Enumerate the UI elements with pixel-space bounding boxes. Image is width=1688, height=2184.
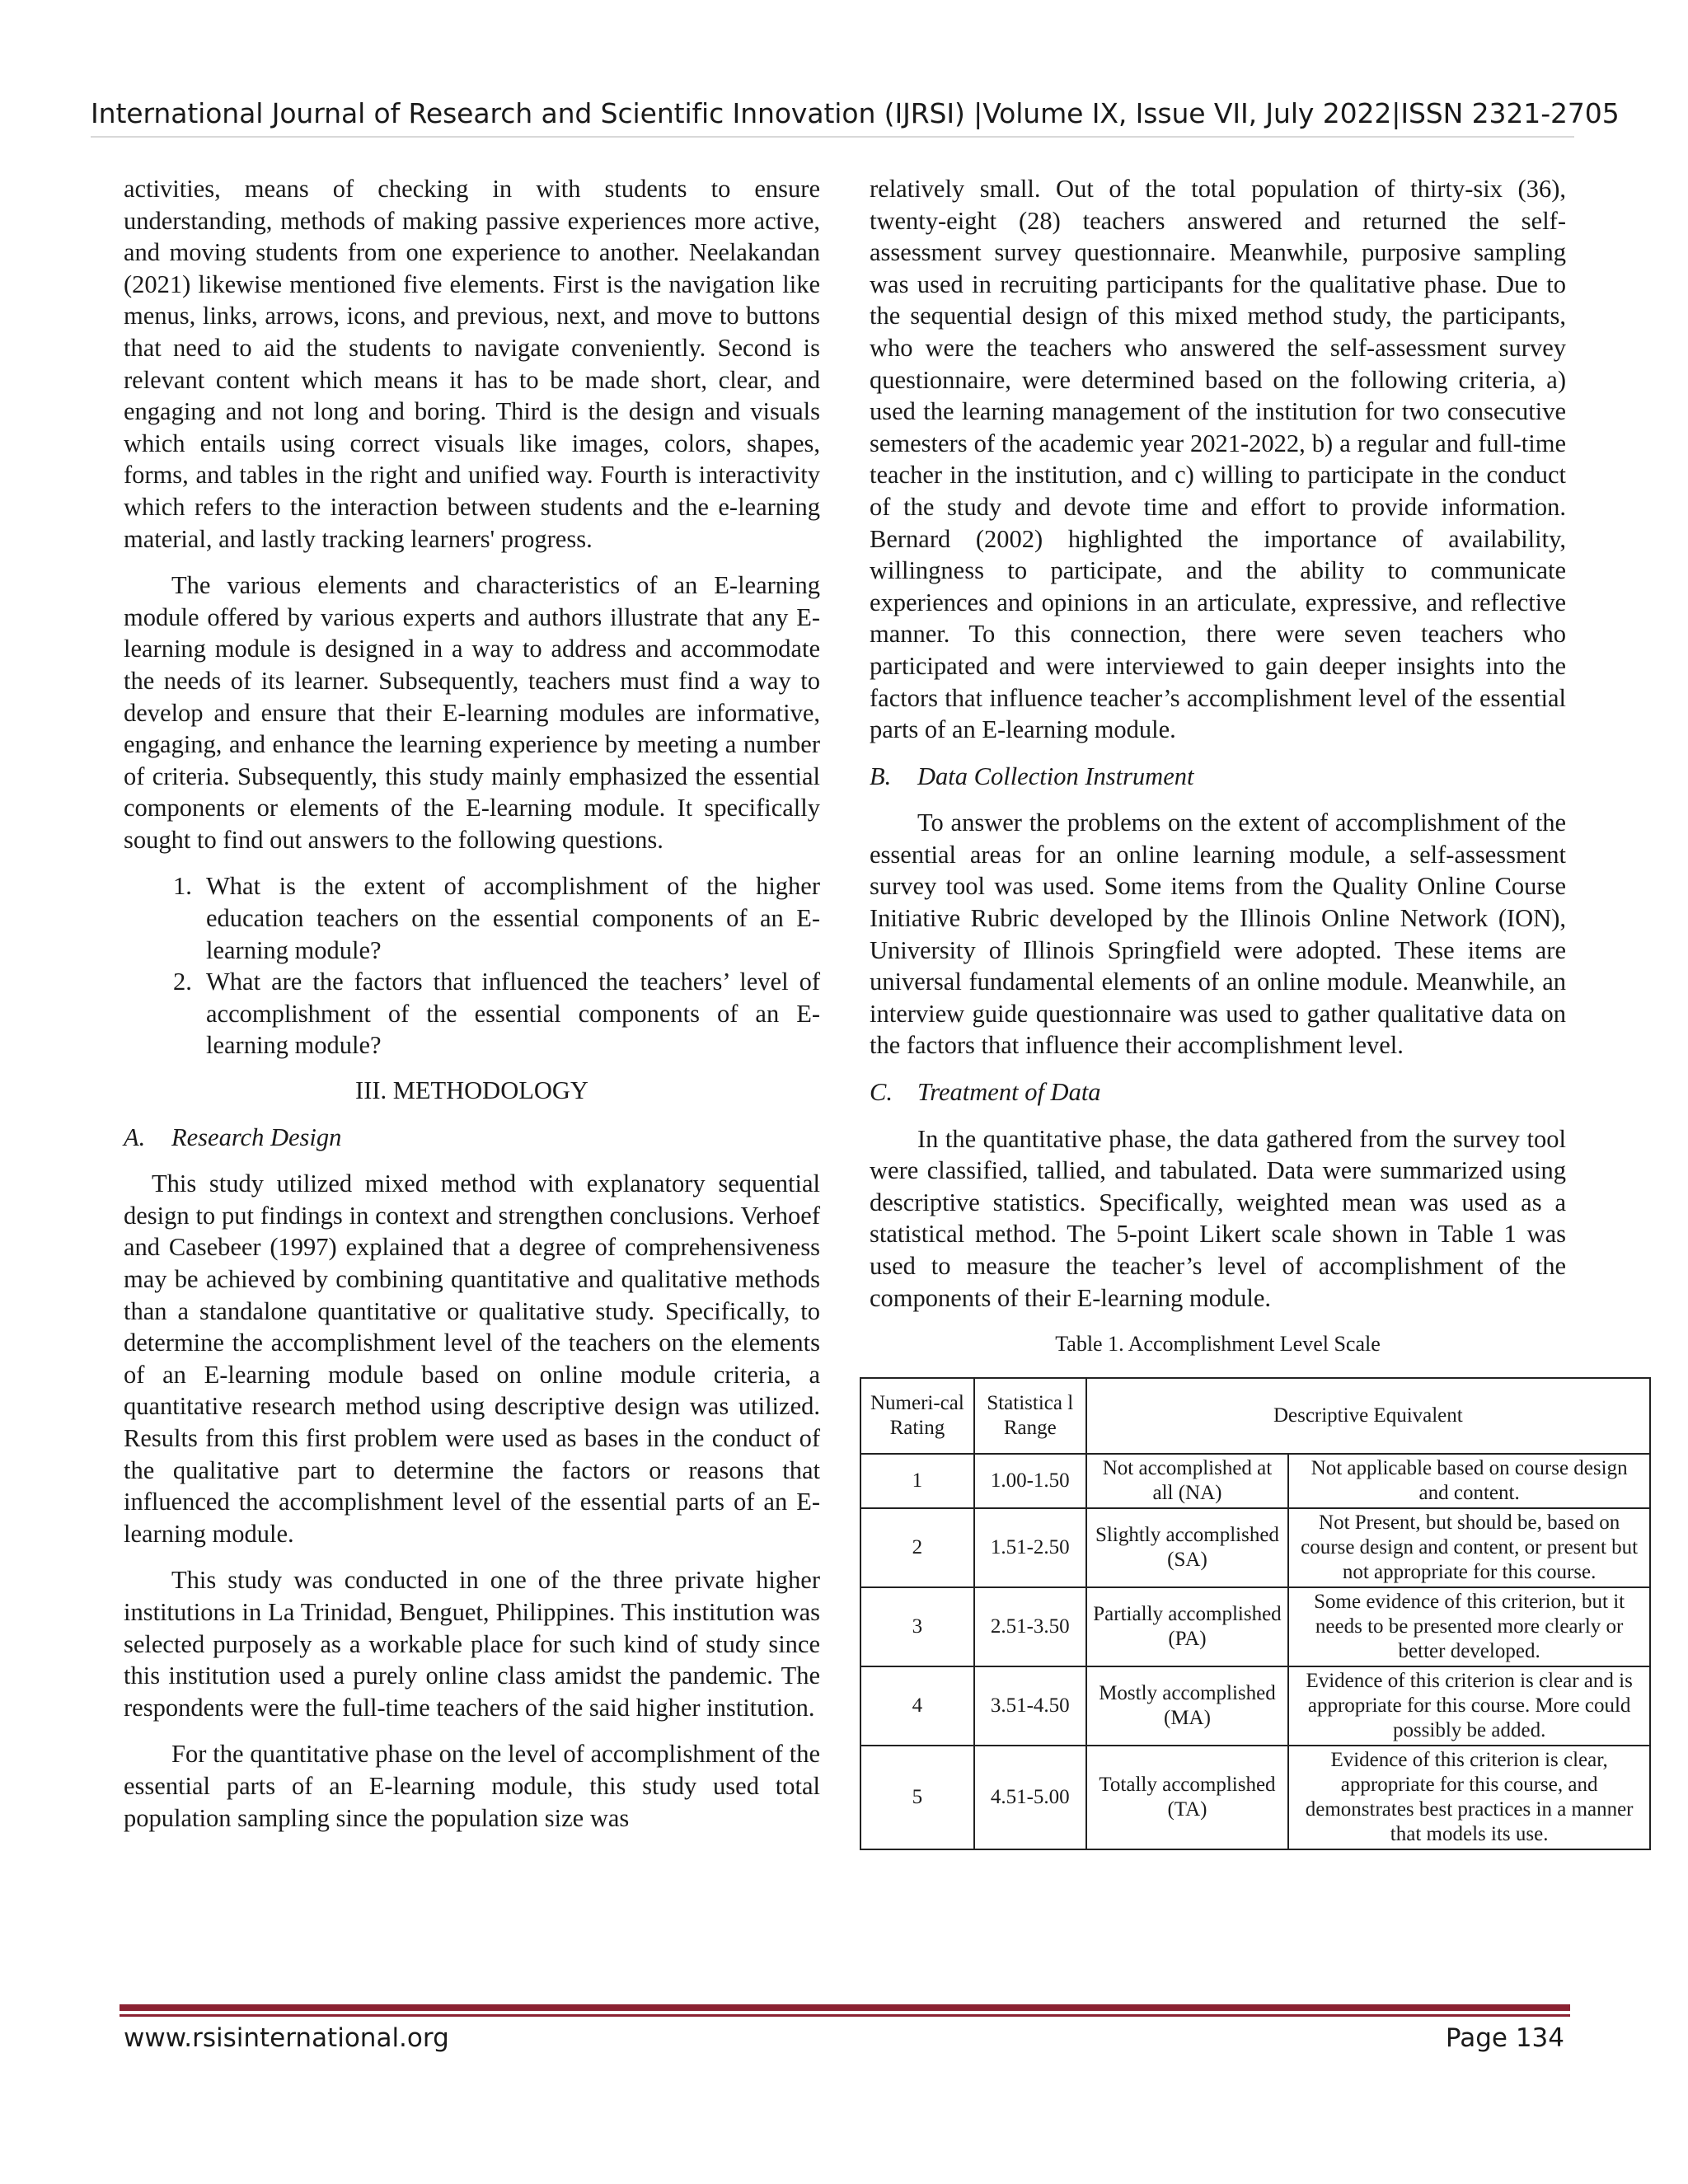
table-cell: Some evidence of this criterion, but it needs to be presented more clearly or better developed. <box>1288 1587 1650 1666</box>
table-cell: Mostly accomplished (MA) <box>1086 1666 1289 1746</box>
table-header-row <box>860 1378 1650 1454</box>
table-caption: Table 1. Accomplishment Level Scale <box>1055 1332 1381 1357</box>
header-cell: Descriptive Equivalent <box>1086 1378 1650 1454</box>
table-row <box>860 1454 1650 1508</box>
paragraph: In the quantitative phase, the data gathered from the survey tool were classified, tallied, and tabulated. Data were summarized using descriptive statistics. Specifically, weighted mean was used as a statistical method. The 5-point Likert scale shown in Table 1 was used to measure the teacher’s level of accomplishment of the components of their E-learning module. <box>870 1124 1566 1312</box>
subsection-title: Research Design <box>171 1122 342 1151</box>
header-divider <box>91 136 1574 138</box>
right-column <box>870 173 1639 1850</box>
paragraph: activities, means of checking in with students to ensure understanding, methods of making passive experiences more active, and moving students from one experience to another. Neelakandan (2021) likewise mentioned five elements. First is the navigation like menus, links, arrows, icons, and previous, next, and move to buttons that need to aid the students to navigate conveniently. Second is relevant content which means it has to be made short, clear, and engaging and not long and boring. Third is the design and visuals which entails using correct visuals like images, colors, shapes, forms, and tables in the right and unified way. Fourth is interactivity which refers to the interaction between students and the e-learning material, and lastly tracking learners' progress. <box>124 175 820 553</box>
left-column <box>124 173 820 1849</box>
table-row <box>860 1746 1650 1849</box>
list-item <box>124 870 820 966</box>
table-cell: 4 <box>860 1666 974 1746</box>
list-number: 1. <box>173 872 192 901</box>
paragraph: To answer the problems on the extent of accomplishment of the essential areas for an online learning module, a self-assessment survey tool was used. Some items from the Quality Online Course Initiative Rubric developed by the Illinois Online Network (ION), University of Illinois Springfield were adopted. These items are universal fundamental elements of an online module. Meanwhile, an interview guide questionnaire was used to gather qualitative data on the factors that influence their accomplishment level. <box>870 808 1566 1060</box>
table-cell: 1 <box>860 1454 974 1508</box>
table-cell: 2 <box>860 1508 974 1587</box>
subsection-number: B. <box>870 762 892 790</box>
subsection-heading <box>124 1122 820 1154</box>
subsection-title: Data Collection Instrument <box>917 762 1194 790</box>
accomplishment-scale-table <box>860 1377 1651 1850</box>
paragraph: This study was conducted in one of the three private higher institutions in La Trinidad, Benguet, Philippines. This institution was selected purposely as a workable place for such kind of study since this institution used a purely online class amidst the pandemic. The respondents were the full-time teachers of the said higher institution. <box>124 1566 820 1722</box>
table-row <box>860 1666 1650 1746</box>
paragraph: This study utilized mixed method with explanatory sequential design to put findings in context and strengthen conclusions. Verhoef and Casebeer (1997) explained that a degree of comprehensiveness may be achieved by combining quantitative and qualitative methods than a standalone quantitative or qualitative study. Specifically, to determine the accomplishment level of the teachers on the elements of an E-learning module based on online module criteria, a quantitative research method using descriptive design was utilized. Results from this first problem were used as bases in the conduct of the qualitative part to determine the factors or reasons that influenced the accomplishment level of the essential parts of an E-learning module. <box>124 1169 820 1548</box>
footer-divider <box>120 2004 1570 2011</box>
table-cell: 2.51-3.50 <box>974 1587 1086 1666</box>
table-cell: 4.51-5.00 <box>974 1746 1086 1849</box>
table-cell: Not accomplished at all (NA) <box>1086 1454 1289 1508</box>
footer-divider-thin <box>120 2014 1570 2017</box>
table-cell: 3 <box>860 1587 974 1666</box>
table-row <box>860 1508 1650 1587</box>
table-row <box>860 1587 1650 1666</box>
subsection-title: Treatment of Data <box>917 1078 1101 1107</box>
table-cell: Evidence of this criterion is clear, appropriate for this course, and demonstrates best practices in a manner that models its use. <box>1288 1746 1650 1849</box>
subsection-number: C. <box>870 1078 893 1107</box>
paragraph: relatively small. Out of the total population of thirty-six (36), twenty-eight (28) teachers answered and returned the self-assessment survey questionnaire. Meanwhile, purposive sampling was used in recruiting participants for the qualitative phase. Due to the sequential design of this mixed method study, the participants, who were the teachers who answered the self-assessment survey questionnaire, were determined based on the following criteria, a) used the learning management of the institution for two consecutive semesters of the academic year 2021-2022, b) a regular and full-time teacher in the institution, and c) willing to participate in the conduct of the study and devote time and effort to provide information. Bernard (2002) highlighted the importance of availability, willingness to participate, and the ability to communicate experiences and opinions in an articulate, expressive, and reflective manner. To this connection, there were seven teachers who participated and were interviewed to gain deeper insights into the factors that influence teacher’s accomplishment level of the essential parts of an E-learning module. <box>870 175 1566 744</box>
subsection-heading <box>870 1076 1566 1108</box>
table-cell: Partially accomplished (PA) <box>1086 1587 1289 1666</box>
table-cell: Slightly accomplished (SA) <box>1086 1508 1289 1587</box>
section-heading: III. METHODOLOGY <box>355 1076 588 1105</box>
list-text: What is the extent of accomplishment of the higher education teachers on the essential components of an E-learning module? <box>206 872 820 964</box>
list-number: 2. <box>173 968 192 996</box>
paragraph: The various elements and characteristics of an E-learning module offered by various experts and authors illustrate that any E-learning module is designed in a way to address and accommodate the needs of its learner. Subsequently, teachers must find a way to develop and ensure that their E-learning modules are informative, engaging, and enhance the learning experience by meeting a number of criteria. Subsequently, this study mainly emphasized the essential components or elements of the E-learning module. It specifically sought to find out answers to the following questions. <box>124 571 820 854</box>
table-cell: Totally accomplished (TA) <box>1086 1746 1289 1849</box>
table-cell: Not Present, but should be, based on course design and content, or present but not appropriate for this course. <box>1288 1508 1650 1587</box>
table-cell: Evidence of this criterion is clear and is appropriate for this course. More could possibly be added. <box>1288 1666 1650 1746</box>
footer-website: www.rsisinternational.org <box>124 2023 449 2053</box>
table-cell: 5 <box>860 1746 974 1849</box>
list-item <box>124 966 820 1062</box>
research-questions-list <box>124 870 820 1062</box>
table-cell: Not applicable based on course design and content. <box>1288 1454 1650 1508</box>
subsection-heading <box>870 761 1566 793</box>
header-cell: Statistica l Range <box>974 1378 1086 1454</box>
table-cell: 3.51-4.50 <box>974 1666 1086 1746</box>
table-cell: 1.51-2.50 <box>974 1508 1086 1587</box>
list-text: What are the factors that influenced the teachers’ level of accomplishment of the essential components of an E-learning module? <box>206 968 820 1060</box>
page-number: Page 134 <box>1445 2023 1564 2053</box>
header-cell: Numeri-cal Rating <box>860 1378 974 1454</box>
table-cell: 1.00-1.50 <box>974 1454 1086 1508</box>
subsection-number: A. <box>124 1122 146 1151</box>
journal-header: International Journal of Research and Scientific Innovation (IJRSI) |Volume IX, Issue VII, July 2022|ISSN 2321-2705 <box>91 97 1620 129</box>
paragraph: For the quantitative phase on the level of accomplishment of the essential parts of an E-learning module, this study used total population sampling since the population size was <box>124 1740 820 1832</box>
